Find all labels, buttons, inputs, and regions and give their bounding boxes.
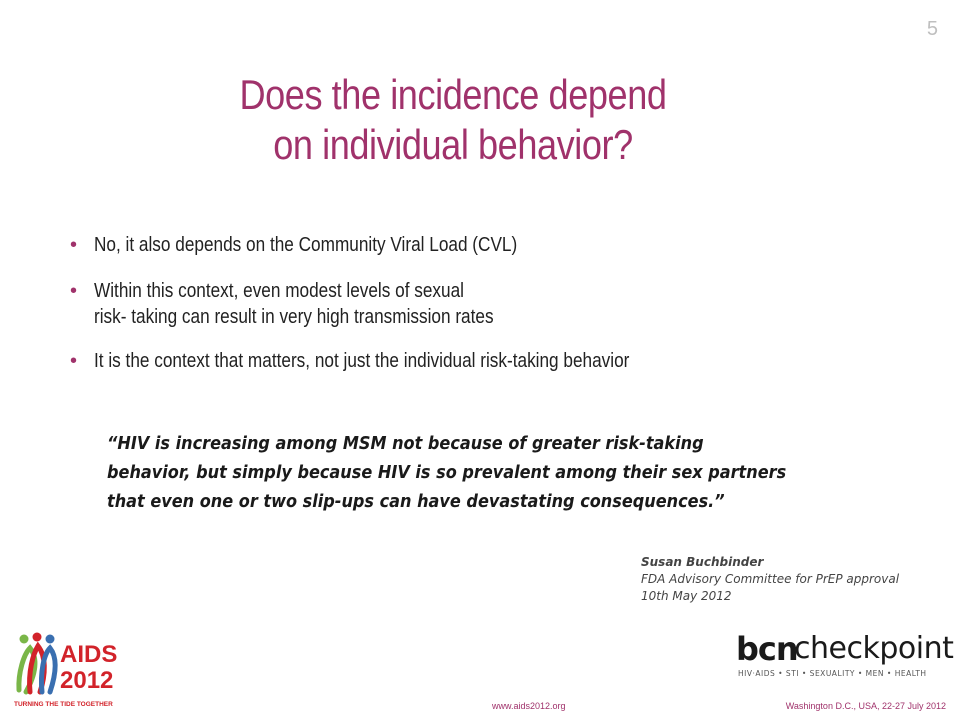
bcn-checkpoint-logo (736, 630, 954, 682)
slide-title-line-2: on individual behavior? (273, 121, 633, 168)
bullet-marker: • (70, 350, 78, 372)
bullet-marker: • (70, 234, 78, 256)
bullet-text: No, it also depends on the Community Viral Load (CVL) (94, 234, 518, 256)
bullet-text (94, 278, 868, 330)
attribution-name: Susan Buchbinder (641, 555, 764, 569)
aids-word: AIDS (60, 641, 118, 668)
ribbon-figures-icon (19, 633, 55, 693)
bcn-tagline: HIV·AIDS • STI • SEXUALITY • MEN • HEALTH (738, 669, 927, 678)
footer-url[interactable]: www.aids2012.org (492, 701, 566, 711)
bullet-text-line: Within this context, even modest levels of sexual (94, 280, 464, 302)
bullet-item (70, 348, 930, 374)
checkpoint-word: checkpoint (794, 631, 954, 666)
quote-line: that even one or two slip-ups can have devastating consequences.” (107, 492, 725, 512)
footer-event: Washington D.C., USA, 22-27 July 2012 (785, 701, 946, 711)
quote-block (107, 430, 867, 517)
bullet-text: It is the context that matters, not just the individual risk-taking behavior (94, 350, 630, 372)
bullet-marker: • (70, 280, 78, 302)
quote-line: “HIV is increasing among MSM not because of greater risk-taking (107, 434, 704, 454)
attribution-date: 10th May 2012 (641, 589, 732, 603)
bullet-item (70, 232, 930, 258)
aids-year: 2012 (60, 667, 114, 694)
aids-slogan: TURNING THE TIDE TOGETHER (14, 701, 113, 708)
bullet-list (70, 232, 930, 374)
aids-2012-logo (14, 632, 134, 712)
bullet-item (70, 278, 930, 330)
bcn-word: bcn (736, 630, 798, 668)
slide-number: 5 (926, 18, 938, 40)
bullet-text-line: risk- taking can result in very high transmission rates (94, 306, 494, 328)
quote-attribution (641, 554, 899, 605)
slide-title (63, 70, 842, 170)
attribution-role: FDA Advisory Committee for PrEP approval (641, 572, 900, 586)
slide-title-line-1: Does the incidence depend (239, 71, 667, 118)
quote-line: behavior, but simply because HIV is so prevalent among their sex partners (107, 463, 787, 483)
